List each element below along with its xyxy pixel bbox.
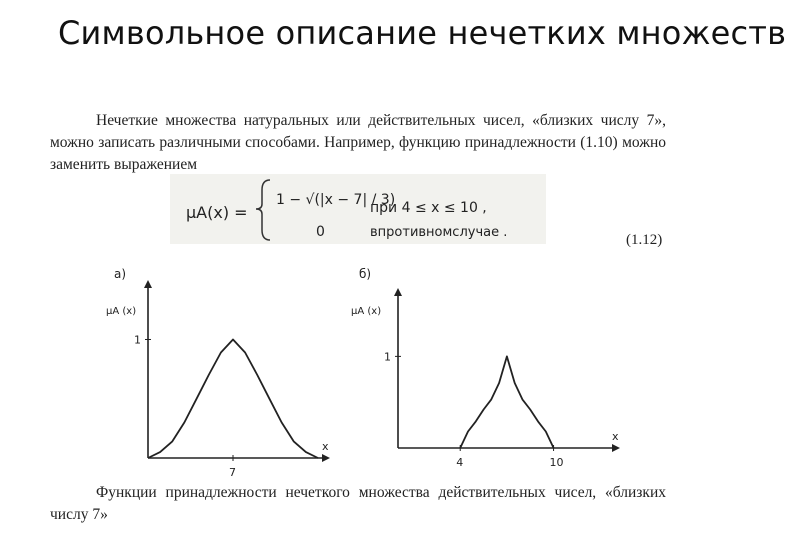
chart-a-series-0 [148,340,318,459]
chart-a [100,264,370,479]
paragraph-intro-text: Нечеткие множества натуральных или действительных чисел, «близких числу 7», можно записать различными способами. Например, функцию принадлежности (1.10) можно заменить выражением [50,112,666,173]
formula-case2-expr: 0 [316,224,325,240]
chart-b-y-arrow [394,288,402,296]
figure-caption-text: Функции принадлежности нечеткого множества действительных чисел, «близких числу 7» [50,484,666,523]
chart-b-x-tick-label-4: 4 [456,456,464,469]
chart-b-y-tick-label-1: 1 [384,350,391,364]
chart-a-panel-label: а) [114,267,127,281]
chart-a-y-arrow [144,280,152,288]
formula-svg [170,174,546,244]
chart-b-panel-label: б) [359,267,372,281]
chart-a-x-label: x [322,440,329,453]
chart-b-series-0 [460,356,553,448]
chart-a-y-tick-label-1: 1 [134,333,141,347]
chart-b-y-label: μA (x) [351,306,382,317]
formula-case1-condition: при 4 ≤ x ≤ 10 , [370,200,487,216]
formula-case2-condition: впротивномслучае . [370,225,508,240]
paragraph-intro [50,110,666,176]
chart-b-x-label: x [612,430,619,443]
chart-a-y-label: μA (x) [106,306,137,317]
slide-title: Символьное описание нечетких множеств [58,14,786,52]
formula-brace [256,180,270,240]
formula-case1-expr: 1 − √(|x − 7| / 3) [276,192,396,208]
equation-number: (1.12) [626,232,663,248]
chart-b-x-arrow [612,444,620,452]
formula-lhs: μA(x) = [186,203,248,222]
figure-caption [50,482,666,526]
chart-a-x-arrow [322,454,330,462]
formula-image [170,174,546,244]
chart-b-x-tick-label-10: 10 [549,456,564,469]
chart-b [345,264,619,476]
chart-a-x-tick-label-7: 7 [229,466,236,479]
